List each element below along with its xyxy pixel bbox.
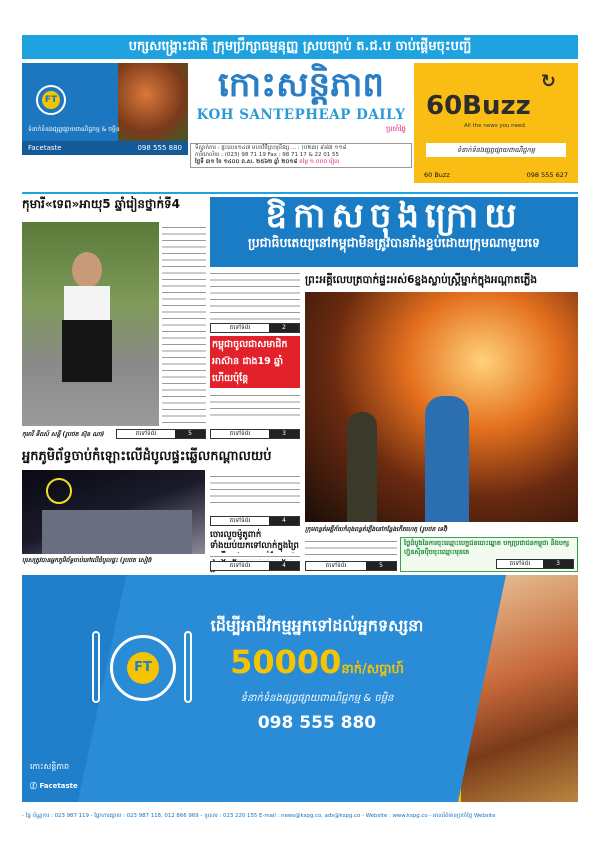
daily-tag: ប្រចាំថ្ងៃ	[386, 125, 406, 133]
girl-caption: កុមារី ទីពស៍ សន្តី (រូបថត ស៊ុន ណា)	[22, 431, 105, 438]
election-box[interactable]	[400, 537, 578, 572]
logo-khmer: កោះសន្តិភាព	[217, 65, 384, 105]
asean-body-text	[210, 392, 300, 416]
girl-headline[interactable]: កុមារី«ទេព»អាយុ5 ឆ្នាំរៀនថ្នាក់ទី4	[22, 197, 181, 211]
facetaste-ad-bottom[interactable]	[22, 575, 578, 802]
ad-text: ទំនាក់ទំនងផ្សព្វផ្សាយពាណិជ្ជកម្ម & ចម្អិន	[28, 126, 120, 133]
fork-icon	[92, 631, 100, 703]
fire-continue[interactable]: តទៅទំព័រ 5	[305, 561, 397, 571]
fire-photo	[305, 292, 578, 522]
address: ទីស្នាក់ការ : ផ្ទះលេខ១៤៧ មហាវិថីព្រះមុនីវង្ស ... : (០២៣) ៩៨៧ ១១៨	[195, 145, 347, 151]
main-body-text	[210, 270, 300, 320]
asean-continue[interactable]: តទៅទំព័រ 3	[210, 429, 300, 439]
facebook-label: 60 Buzz	[424, 171, 450, 179]
thief-body-text	[210, 553, 300, 559]
fire-caption: ក្រុមពន្លត់អគ្គីភ័យកំពុងពន្លត់ភ្លើងនៅកន្លែងកើតហេតុ (រូបថត ទេវី)	[305, 526, 448, 533]
ad-contact-text: ទំនាក់ទំនងផ្សព្វផ្សាយពាណិជ្ជកម្ម & ចម្អិន	[240, 693, 394, 704]
food-image	[118, 63, 188, 141]
phone: 098 555 627	[526, 171, 568, 179]
roof-photo	[22, 470, 205, 554]
knife-icon	[184, 631, 192, 703]
ad-phone: 098 555 880	[257, 713, 377, 733]
ft-logo-icon: FT	[110, 635, 176, 701]
election-headline: ថ្ងៃដំបូងនៃការចុះឈ្មោះបេក្ខជនបោះឆ្នោត បក្សប្រជាជនកម្ពុជា និងបក្សហ្វ៊ុនស៊ិនប៉ិចចុះឈ្មោះមុនគេ	[404, 539, 570, 556]
girl-continue[interactable]: តទៅទំព័រ 5	[116, 429, 206, 439]
election-continue[interactable]: តទៅទំព័រ 3	[496, 559, 574, 569]
issue-date: ថ្ងៃទី ៣១ ខែ ១៤០០ ព.ស. ២៥៦២ ឆ្នាំ ២០១៨	[195, 159, 298, 165]
roof-caption: បុរសត្រូវបានអ្នកភូមិព័ទ្ធចាប់នៅលើដំបូលផ្ទះ (រូបថត សៀវ)	[22, 557, 153, 564]
refresh-icon: ↻	[540, 71, 556, 92]
footer-contacts: - ផ្ទៃ ប័ណ្ណការ : 023 987 119 - ផ្នែកការផ្សាយ : 023 987 118, 012 866 969 - ទូរសារ : 023 220 155 E-mail : news@kspg.co, ads@kspg.co - Website : www.kspg.co - អានព័ត៌មានប្រចាំថ្ងៃ Website	[22, 813, 496, 819]
buzz-slogan: All the news you need.	[464, 123, 527, 129]
main-kicker: ឱកាសចុងក្រោយ	[265, 196, 523, 236]
thief-headline[interactable]: ចោរលួចម៉ូតូពាក់ទាំងយប់យកទៅលាក់ក្នុងព្រៃ	[210, 530, 299, 551]
roof-continue[interactable]: តទៅទំព័រ 4	[210, 516, 300, 526]
girl-body-text	[162, 224, 206, 424]
main-continue[interactable]: តទៅទំព័រ 2	[210, 323, 300, 333]
facebook-label: Facetaste	[28, 144, 62, 152]
paper-logo: កោះសន្តិភាព	[30, 762, 70, 771]
contact: ការិយាល័យ : (023) 98 71 19 Fax : 98 71 17 & 22 01 55	[195, 152, 339, 158]
price: តម្លៃ ១.០០០ រៀល	[299, 159, 340, 165]
ad-amount: 50000នាក់/សប្តាហ៍	[230, 643, 404, 681]
facebook-link[interactable]: ⓕ Facetaste	[30, 782, 78, 790]
masthead-logo	[190, 61, 412, 141]
buzz-brand: 60Buzz	[426, 91, 531, 121]
top-banner-headline: បក្សសង្គ្រោះជាតិ ក្រុមប្រឹក្សាធម្មនុញ្ញ ស្របច្បាប់ ត.ជ.ប ចាប់ផ្តើមចុះបញ្ជី	[22, 35, 578, 59]
roof-body-text	[210, 473, 300, 503]
logo-english: KOH SANTEPHEAP DAILY	[196, 107, 406, 123]
facetaste-ad-left[interactable]	[22, 63, 188, 155]
masthead-info	[190, 143, 412, 168]
60buzz-ad[interactable]	[414, 63, 578, 183]
fire-headline[interactable]: ព្រះអគ្គីលេបត្របាក់ផ្ទះអស់6ខ្នងស្លាប់ស្ត្រីម្នាក់ក្នុងអណ្តាតភ្លើង	[305, 274, 538, 286]
thief-continue[interactable]: តទៅទំព័រ 4	[210, 561, 300, 571]
ft-logo-icon: FT	[36, 85, 66, 115]
phone: 098 555 880	[137, 144, 182, 152]
ad-headline: ដើម្បីអាជីវកម្មអ្នកទៅដល់អ្នកទស្សនា	[210, 616, 424, 635]
main-headline: ប្រជាធិបតេយ្យនៅកម្ពុជាមិនត្រូវបានរាំងខ្ទប់ដោយក្រុមណាមួយទេ	[248, 235, 540, 250]
divider	[22, 192, 578, 194]
fire-body-text	[305, 538, 397, 558]
asean-headline[interactable]: កម្ពុជាចូលជាសមាជិកអាស៊ាន ជាង19 ឆ្នាំហើយប៉ុន្តែ	[210, 336, 300, 388]
main-headline-box[interactable]	[210, 197, 578, 267]
buzz-text: ទំនាក់ទំនងផ្សព្វផ្សាយពាណិជ្ជកម្ម	[426, 143, 566, 157]
roof-headline[interactable]: អ្នកភូមិព័ទ្ធចាប់កំឡោះលើដំបូលផ្ទះឆ្លើលកណ្តាលយប់	[22, 449, 272, 464]
girl-photo	[22, 222, 159, 426]
